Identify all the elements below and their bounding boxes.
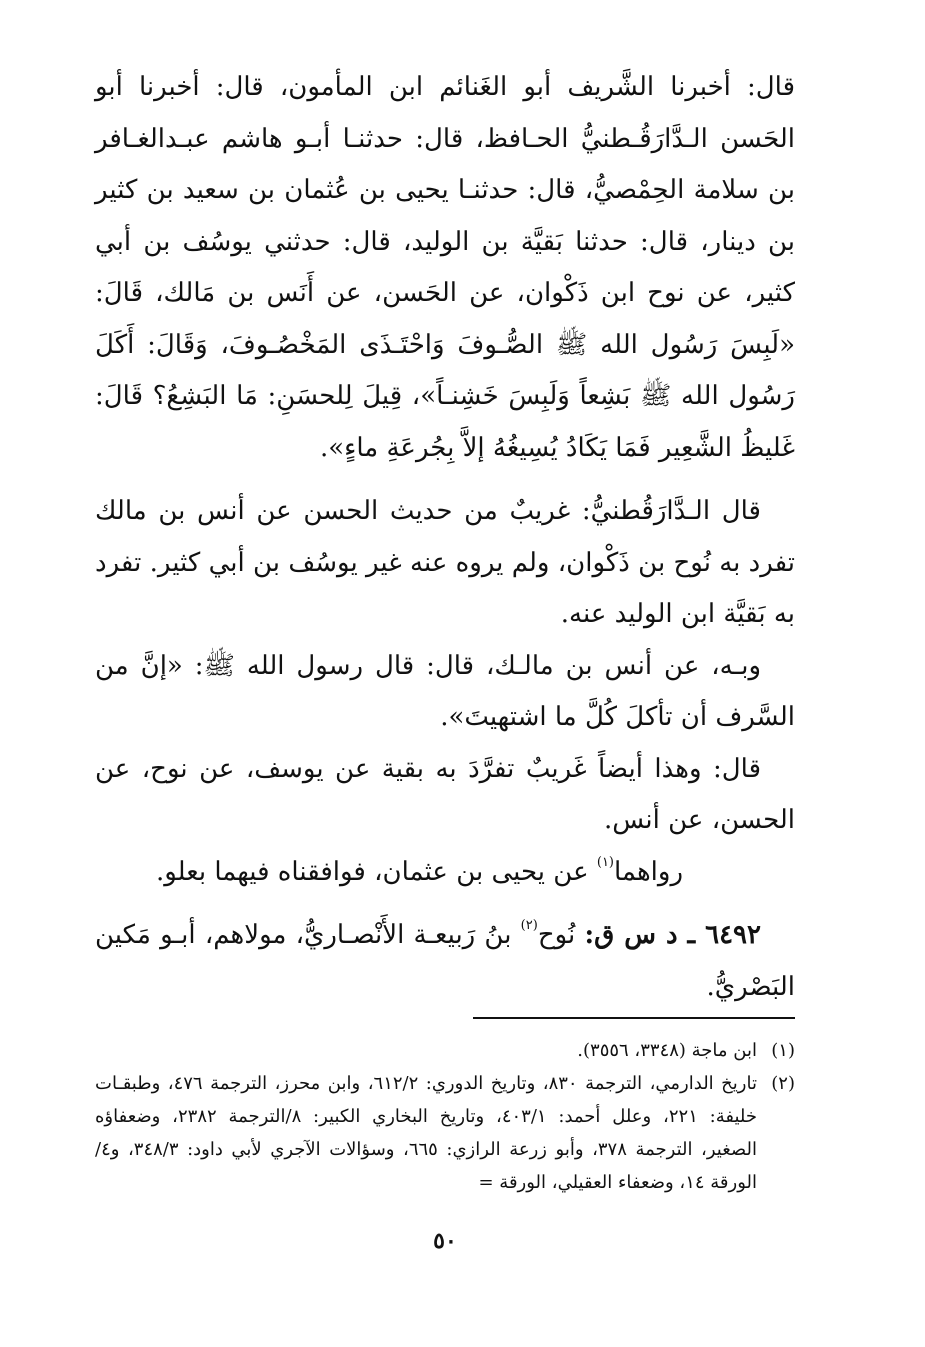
footnote-2 <box>95 1067 795 1199</box>
entry-number: ٦٤٩٢ ـ د س ق: <box>584 920 761 950</box>
entry-name: نُوح <box>537 920 585 950</box>
narration-note-rest: عن يحيى بن عثمان، فوافقناه فيهما بعلو. <box>155 856 597 887</box>
page-number: ٥٠ <box>433 1228 457 1254</box>
narration-note-lead: رواهما <box>614 856 683 887</box>
narration-note-paragraph <box>95 847 795 899</box>
footnote-text: ابن ماجة (٣٣٤٨، ٣٥٥٦). <box>577 1040 757 1061</box>
biography-entry-paragraph <box>95 910 795 1013</box>
main-text <box>95 62 795 1013</box>
footnote-number: (٢) <box>771 1073 795 1094</box>
footnote-1 <box>95 1034 795 1067</box>
footnote-ref-2[interactable]: (٢) <box>520 918 538 933</box>
footnote-ref-1[interactable]: (١) <box>596 854 614 870</box>
footnote-number: (١) <box>771 1040 795 1061</box>
hadith-israf-paragraph: وبـه، عن أنس بن مالـك، قال: قال رسول الله ﷺ: «إنَّ من السَّرف أن تأكلَ كُلَّ ما اشتهيتَ». <box>95 650 795 732</box>
footnotes-section <box>95 1034 795 1199</box>
hadith-isnad-paragraph: قال: أخبرنا الشَّريف أبو الغَنائم ابن المأمون، قال: أخبرنا أبو الحَسن الـدَّارَقُـطنيُّ الحـافظ، قال: حدثنـا أبـو هاشم عبـدالغـافر بن سلامة الحِمْصيُّ، قال: حدثنـا يحيى بن عُثمان بن سعيد بن كثير بن دينار، قال: حدثنا بَقيَّة بن الوليد، قال: حدثني يوسُف بن أبي كثير، عن نوح ابن ذَكْوان، عن الحَسن، عن أَنَس بن مَالك، قَالَ: «لَبِسَ رَسُول الله ﷺ الصُّـوفَ وَاحْتَـذَى المَخْصُـوفَ، وَقَالَ: أَكَلَ رَسُول الله ﷺ بَشِعاً وَلَبِسَ خَشِنـاً»، قِيلَ لِلحسَنِ: مَا البَشِعُ؟ قَالَ: غَليظُ الشَّعِير فَمَا يَكَادُ يُسِيغُهُ إلاَّ بِجُرعَةِ ماءٍ». <box>95 72 796 463</box>
gharib-comment-paragraph: قال: وهذا أيضاً غَريبٌ تفرَّدَ به بقية عن يوسف، عن نوح، عن الحسن، عن أنس. <box>95 753 795 835</box>
entry-rest: بنُ رَبيعـة الأَنْصـاريُّ، مولاهم، أبـو مَكين البَصْريُّ. <box>95 920 795 1002</box>
footnote-text: تاريخ الدارمي، الترجمة ٨٣٠، وتاريخ الدوري: ٦١٢/٢، وابن محرز، الترجمة ٤٧٦، وطبقـات خليفة: ٢٢١، وعلل أحمد: ٤٠٣/١، وتاريخ البخاري الكبير: ٨/الترجمة ٢٣٨٢، وضعفاؤه الصغير، الترجمة ٣٧٨، وأبو زرعة الرازي: ٦٦٥، وسؤالات الآجري لأبي داود: ٣٤٨/٣، و٤/الورقة ١٤، وضعفاء العقيلي، الورقة = <box>95 1073 758 1193</box>
book-page <box>95 62 796 1254</box>
daraqutni-comment-paragraph: قال الـدَّارَقُطنيُّ: غريبٌ من حديث الحسن عن أنس بن مالك تفرد به نُوح بن ذَكْوان، ولم يروه عنه غير يوسُف بن أبي كثير. تفرد به بَقيَّة ابن الوليد عنه. <box>95 496 795 629</box>
footnote-divider <box>473 1017 795 1019</box>
